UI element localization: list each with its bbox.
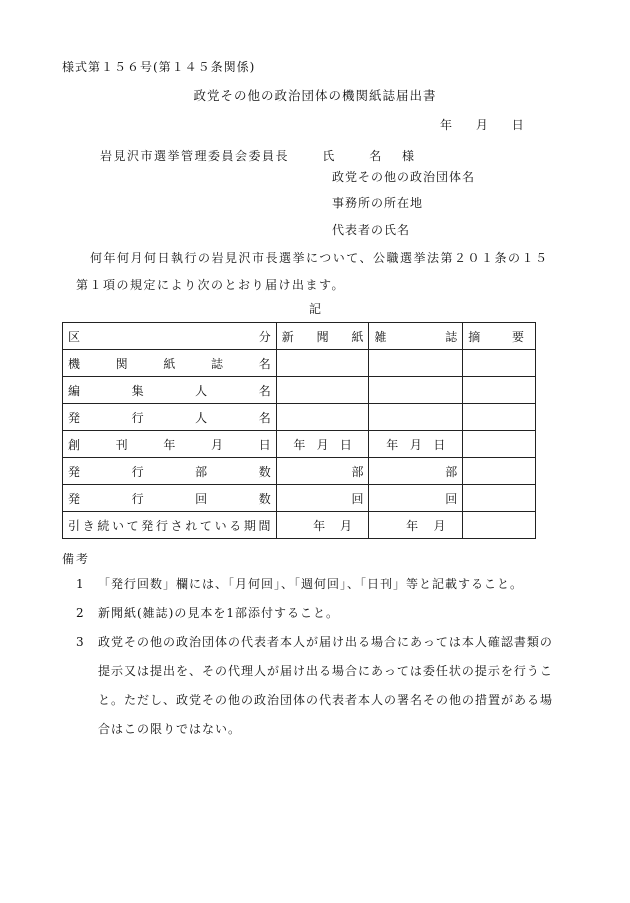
table-row — [63, 458, 536, 485]
table-row — [63, 350, 536, 377]
year-unit: 年 — [313, 518, 326, 533]
table-row — [63, 485, 536, 512]
periodical-table — [62, 322, 536, 539]
header-remarks-label: 摘 要 — [468, 329, 524, 344]
month-unit: 月 — [409, 437, 422, 452]
row-label: 引 き 続 い て 発 行 さ れ て い る 期 間 — [68, 518, 271, 533]
remarks-cell[interactable] — [463, 431, 536, 458]
remarks-cell[interactable] — [463, 350, 536, 377]
copies-unit: 部 — [351, 464, 364, 479]
addressee-honorific: 様 — [402, 149, 416, 163]
header-remarks — [463, 323, 536, 350]
newspaper-cell[interactable] — [276, 404, 369, 431]
date-day-label: 日 — [511, 118, 524, 132]
newspaper-cell[interactable] — [276, 512, 369, 539]
times-unit: 回 — [445, 491, 458, 506]
newspaper-cell[interactable] — [276, 350, 369, 377]
year-unit: 年 — [293, 437, 306, 452]
registrant-org-name: 政党その他の政治団体名 — [332, 170, 476, 184]
row-label: 発 行 人 名 — [68, 410, 271, 425]
newspaper-cell[interactable] — [276, 431, 369, 458]
remarks-cell[interactable] — [463, 458, 536, 485]
addressee-name-1: 氏 — [322, 149, 336, 163]
newspaper-cell[interactable] — [276, 485, 369, 512]
note-text: 新聞紙(雑誌)の見本を1部添付すること。 — [98, 606, 339, 620]
addressee-name-2: 名 — [369, 149, 383, 163]
year-unit: 年 — [386, 437, 399, 452]
note-number: 2 — [76, 606, 85, 620]
newspaper-cell[interactable] — [276, 458, 369, 485]
table-row — [63, 404, 536, 431]
ki-heading: 記 — [308, 302, 321, 316]
table-header-row — [63, 323, 536, 350]
magazine-cell[interactable] — [369, 458, 463, 485]
row-label: 創 刊 年 月 日 — [68, 437, 271, 452]
header-category — [63, 323, 277, 350]
note-text: 政党その他の政治団体の代表者本人が届け出る場合にあっては本人確認書類の提示又は提出を、その代理人が届け出る場合にあっては委任状の提示を行うこと。ただし、政党その他の政治団体の代表者本人の署名その他の措置がある場合はこの限りではない。 — [98, 635, 554, 736]
note-item — [76, 570, 556, 599]
body-line-2: 第１項の規定により次のとおり届け出ます。 — [76, 278, 346, 292]
table-row — [63, 377, 536, 404]
body-line-1: 何年何月何日執行の岩見沢市長選挙について、公職選挙法第２０１条の１５ — [90, 251, 549, 265]
remarks-cell[interactable] — [463, 512, 536, 539]
header-magazine — [369, 323, 463, 350]
date-month-label: 月 — [475, 118, 488, 132]
year-unit: 年 — [406, 518, 419, 533]
month-unit: 月 — [340, 518, 353, 533]
magazine-cell[interactable] — [369, 377, 463, 404]
note-text: 「発行回数」欄には、「月何回」、「週何回」、「日刊」等と記載すること。 — [98, 577, 524, 591]
remarks-cell[interactable] — [463, 377, 536, 404]
times-unit: 回 — [351, 491, 364, 506]
registrant-office-address: 事務所の所在地 — [332, 196, 424, 210]
copies-unit: 部 — [445, 464, 458, 479]
date-year-label: 年 — [440, 118, 453, 132]
addressee-org: 岩見沢市選挙管理委員会委員長 — [100, 149, 290, 163]
note-number: 3 — [76, 635, 85, 649]
note-item — [76, 599, 556, 628]
row-label: 編 集 人 名 — [68, 383, 271, 398]
row-label: 機 関 紙 誌 名 — [68, 356, 271, 371]
addressee — [100, 147, 416, 164]
table-row — [63, 431, 536, 458]
body-paragraph — [62, 245, 562, 299]
remarks-cell[interactable] — [463, 485, 536, 512]
month-unit: 月 — [316, 437, 329, 452]
magazine-cell[interactable] — [369, 350, 463, 377]
day-unit: 日 — [433, 437, 446, 452]
header-category-label: 区 分 — [68, 329, 271, 344]
magazine-cell[interactable] — [369, 485, 463, 512]
day-unit: 日 — [339, 437, 352, 452]
table-row — [63, 512, 536, 539]
row-label: 発 行 回 数 — [68, 491, 271, 506]
month-unit: 月 — [433, 518, 446, 533]
document-title: 政党その他の政治団体の機関紙誌届出書 — [193, 88, 437, 103]
magazine-cell[interactable] — [369, 404, 463, 431]
magazine-cell[interactable] — [369, 512, 463, 539]
header-newspaper — [276, 323, 369, 350]
remarks-cell[interactable] — [463, 404, 536, 431]
submission-date — [440, 116, 524, 133]
header-magazine-label: 雑 誌 — [374, 329, 458, 344]
form-number: 様式第１５６号(第１４５条関係) — [62, 60, 256, 74]
note-number: 1 — [76, 577, 85, 591]
registrant-representative: 代表者の氏名 — [332, 223, 411, 237]
note-item — [76, 628, 556, 744]
magazine-cell[interactable] — [369, 431, 463, 458]
notes-heading: 備考 — [62, 552, 91, 566]
header-newspaper-label: 新 聞 紙 — [281, 329, 364, 344]
newspaper-cell[interactable] — [276, 377, 369, 404]
row-label: 発 行 部 数 — [68, 464, 271, 479]
